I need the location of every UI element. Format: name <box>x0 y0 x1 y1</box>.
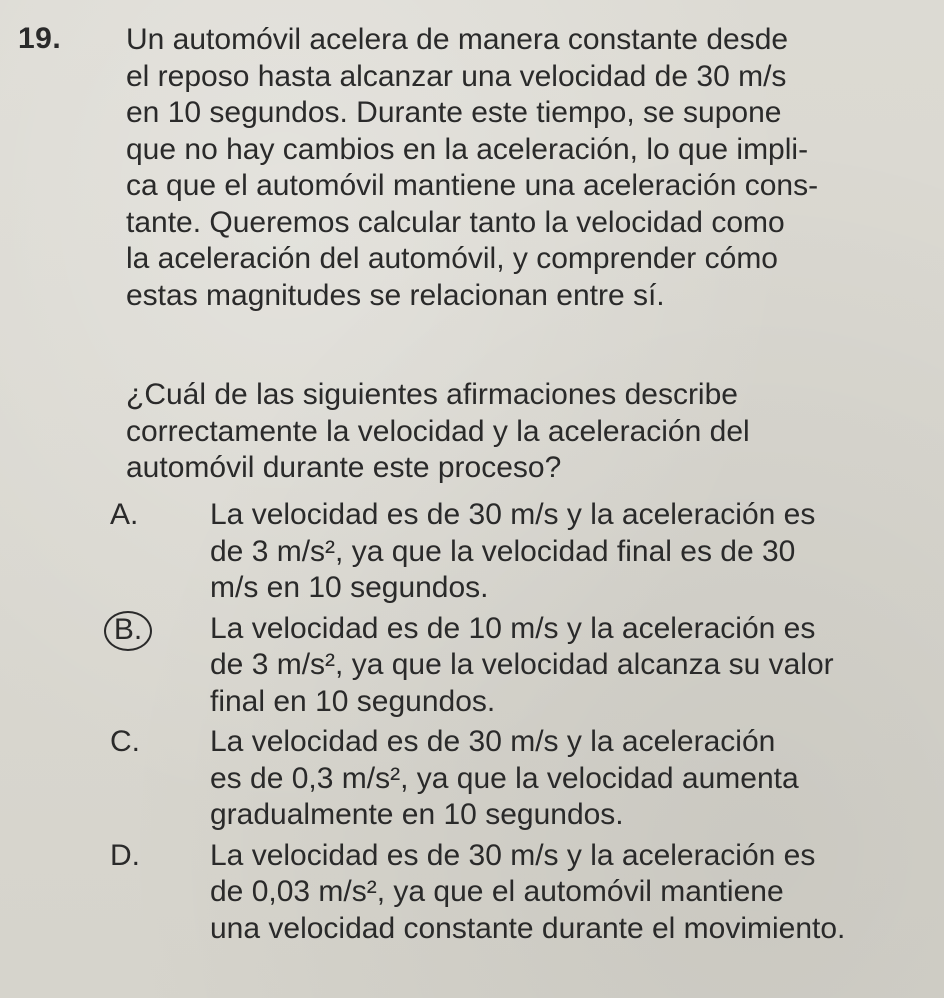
statement-line: tante. Queremos calcular tanto la velocidad como <box>126 205 785 239</box>
option-text <box>210 838 900 948</box>
option-letter: A. <box>110 498 139 531</box>
option-letter: C. <box>110 725 140 758</box>
option-line: La velocidad es de 10 m/s y la aceleración es <box>210 611 816 645</box>
option-line: una velocidad constante durante el movimiento. <box>210 911 846 945</box>
prompt-line: automóvil durante este proceso? <box>126 451 562 484</box>
option-line: de 0,03 m/s², ya que el automóvil mantiene <box>210 875 784 908</box>
statement-line: ca que el automóvil mantiene una aceleración cons- <box>126 169 819 202</box>
option-d[interactable] <box>110 838 900 948</box>
statement-line: estas magnitudes se relacionan entre sí. <box>126 278 665 312</box>
option-text <box>210 611 900 721</box>
question-statement <box>126 22 914 314</box>
option-line: de 3 m/s², ya que la velocidad final es de 30 <box>210 534 796 568</box>
option-line: La velocidad es de 30 m/s y la aceleración es <box>210 838 816 872</box>
option-a[interactable] <box>110 497 900 607</box>
option-line: m/s en 10 segundos. <box>210 571 489 604</box>
option-c[interactable] <box>110 724 900 834</box>
option-text <box>210 497 900 607</box>
option-letter-circled: B. <box>104 611 152 651</box>
statement-line: Un automóvil acelera de manera constante desde <box>126 23 789 56</box>
statement-line: la aceleración del automóvil, y comprender cómo <box>126 242 778 275</box>
option-line: final en 10 segundos. <box>210 684 496 718</box>
question-prompt <box>126 377 914 487</box>
option-letter: D. <box>110 838 140 872</box>
option-line: gradualmente en 10 segundos. <box>210 798 624 831</box>
statement-line: el reposo hasta alcanzar una velocidad de 30 m/s <box>126 59 787 93</box>
option-line: de 3 m/s², ya que la velocidad alcanza su valor <box>210 648 834 681</box>
statement-line: que no hay cambios en la aceleración, lo que impli- <box>126 132 809 166</box>
option-text <box>210 724 900 834</box>
prompt-line: ¿Cuál de las siguientes afirmaciones describe <box>126 378 738 411</box>
prompt-line: correctamente la velocidad y la aceleración del <box>126 414 750 448</box>
option-line: La velocidad es de 30 m/s y la aceleración <box>210 725 776 758</box>
question-number: 19. <box>18 22 62 55</box>
option-line: La velocidad es de 30 m/s y la aceleración es <box>210 498 816 531</box>
option-line: es de 0,3 m/s², ya que la velocidad aumenta <box>210 761 799 795</box>
answer-options <box>110 497 900 947</box>
statement-line: en 10 segundos. Durante este tiempo, se supone <box>126 96 782 129</box>
option-b[interactable] <box>110 611 900 721</box>
